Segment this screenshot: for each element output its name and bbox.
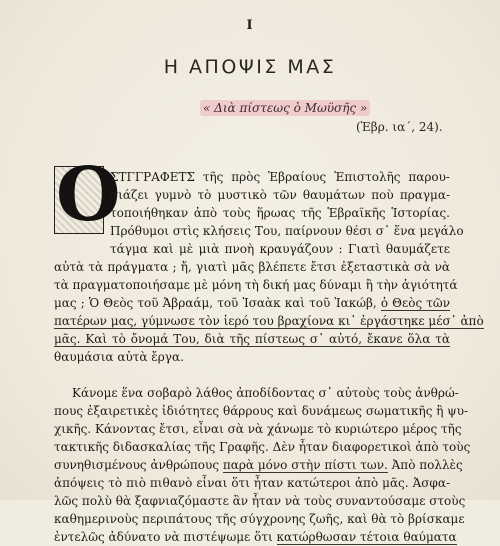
text-line: πους ἐξαιρετικὲς ἰδιότητες θάρρους καὶ δυνάμεως σωματικῆς ἢ ψυ- [54, 404, 469, 418]
text-line: τοποιήθηκαν ἀπὸ τοὺς ἥρωας τῆς Ἑβραϊκῆς Ἱστορίας. [110, 206, 450, 220]
underlined-text: ὁ Θεὸς τῶν [380, 296, 450, 310]
first-paragraph-wrapped [110, 168, 464, 258]
underlined-text: πατέρων μας, γύμνωσε τὸν ἱερό του βραχίονα κι᾽ ἐργάστηκε μέσ᾽ ἀπὸ [54, 314, 484, 328]
text-line: Κάνομε ἕνα σοβαρὸ λάθος ἀποδίδοντας σ᾽ αὐτοὺς τοὺς ἀνθρώ- [72, 386, 459, 400]
text-line: τάγμα καὶ μὲ μιὰ πνοὴ κραυγάζουν : Γιατὶ θαυμάζετε [110, 242, 450, 256]
text-line: Πρόθυμοι στὶς κλήσεις Του, παίρνουν θέσι σ᾽ ἕνα μεγάλο [110, 224, 464, 238]
chapter-title: Η ΑΠΟΨΙΣ ΜΑΣ [163, 56, 337, 78]
underlined-line [54, 330, 450, 348]
text-line: αὐτὰ τὰ πράγματα ; ἤ, γιατὶ μᾶς βλέπετε ἔτσι ἐξεταστικὰ σὰ νὰ [54, 260, 450, 274]
text-line-with-underline [54, 294, 450, 312]
text-line: χικῆς. Κάνοντας ἔτσι, εἶναι σὰ νὰ χάνωμε τὸ κυριώτερο μέρος τῆς [54, 422, 462, 436]
text-line-with-underline [54, 528, 457, 546]
text-segment: Ἀπὸ πολλὲς [391, 458, 463, 472]
text-line: τὰ πραγματοποιήσαμε μὲ μόνη τὴ δική μας δύναμι ἢ τὴν ἁγιότητά [54, 278, 458, 292]
second-paragraph [54, 384, 471, 546]
text-line: καθημερινοὺς περιπάτους τῆς σύγχρονης ζωῆς, καὶ θὰ τὸ βρίσκαμε [54, 512, 465, 526]
underlined-line [54, 312, 484, 330]
text-line: σιάζει γυμνὸ τὸ μυστικὸ τῶν θαυμάτων ποὺ πραγμα- [110, 188, 450, 202]
text-line: ἀπόψεις τὸ πιὸ πιθανὸ εἶναι ὅτι ἦταν κατώτεροι ἀπὸ μᾶς. Ἀσφα- [54, 476, 450, 490]
text-line: θαυμάσια αὐτὰ ἔργα. [54, 350, 184, 364]
underlined-text: παρὰ μόνο στὴν πίστι των. [222, 458, 388, 472]
epigraph-reference: (Ἑβρ. ια΄, 24). [356, 120, 443, 134]
epigraph-quote: « Διὰ πίστεως ὁ Μωϋσῆς » [200, 100, 370, 116]
drop-cap-letter: O [56, 152, 121, 238]
chapter-number: I [246, 18, 254, 33]
text-line: λῶς πολὺ θὰ ξαφνιαζόμαστε ἂν ἦταν νὰ τοὺς συναντούσαμε στοὺς [54, 494, 466, 508]
text-line: ΣΤΓΓΡΑΦΕΤΣ τῆς πρὸς Ἑβραίους Ἐπιστολῆς παρου- [110, 170, 450, 184]
text-segment: ἐντελῶς ἀδύνατο νὰ πιστέψωμε ὅτι [54, 530, 273, 544]
underlined-text: μᾶς. Καὶ τὸ ὄνομά Του, διὰ τῆς πίστεως σ᾽ αὐτό, ἔκανε ὅλα τὰ [54, 332, 450, 346]
first-paragraph-continued [54, 258, 484, 366]
drop-cap [54, 152, 121, 238]
text-segment: συνηθισμένους ἀνθρώπους [54, 458, 220, 472]
text-line-with-underline [54, 456, 463, 474]
text-line: τακτικῆς διδασκαλίας τῆς Γραφῆς. Δὲν ἦταν διαφορετικοὶ ἀπὸ τοὺς [54, 440, 471, 454]
text-segment: μας ; Ὁ Θεὸς τοῦ Ἀβραάμ, τοῦ Ἰσαὰκ καὶ τοῦ Ἰακώβ, [54, 296, 377, 310]
underlined-text: κατώρθωσαν τέτοια θαύματα [276, 530, 457, 544]
